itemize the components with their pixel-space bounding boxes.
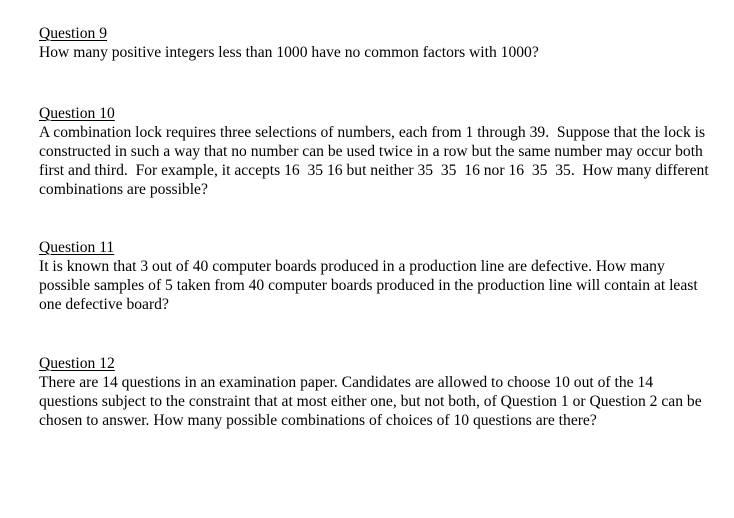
question-10-title: Question 10 <box>39 105 115 122</box>
question-9-body: How many positive integers less than 1000 have no common factors with 1000? <box>39 44 539 61</box>
question-9-title: Question 9 <box>39 25 108 42</box>
question-12 <box>39 354 711 430</box>
question-11-body: It is known that 3 out of 40 computer boards produced in a production line are defective. How many possible samples of 5 taken from 40 computer boards produced in the production line will contain at least one defective board? <box>39 258 698 313</box>
question-12-title: Question 12 <box>39 355 115 372</box>
question-12-body: There are 14 questions in an examination paper. Candidates are allowed to choose 10 out of the 14 questions subject to the constraint that at most either one, but not both, of Question 1 or Question 2 can be chosen to answer. How many possible combinations of choices of 10 questions are there? <box>39 374 702 429</box>
question-10 <box>39 104 711 199</box>
question-10-body: A combination lock requires three selections of numbers, each from 1 through 39. Suppose that the lock is constructed in such a way that no number can be used twice in a row but the same number may occur both first and third. For example, it accepts 16 35 16 but neither 35 35 16 nor 16 35 35. How many different combinations are possible? <box>39 124 713 198</box>
question-9 <box>39 24 711 62</box>
question-11-title: Question 11 <box>39 239 115 256</box>
question-11 <box>39 238 711 314</box>
